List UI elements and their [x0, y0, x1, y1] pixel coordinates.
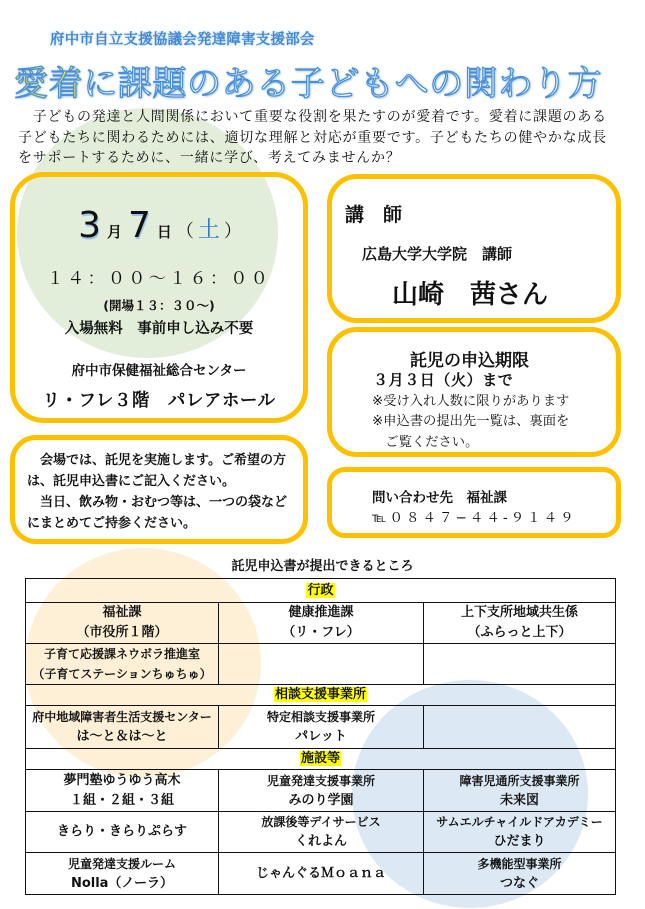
table-row [26, 706, 616, 749]
table-cell [26, 770, 219, 812]
table-cell [219, 770, 424, 812]
cell-line: （リ・フレ） [282, 625, 360, 640]
section-header-consultation [26, 685, 616, 706]
intro-line: 子どもの発達と人間関係において重要な役割を果たすのが愛着です。愛着に課題のある [18, 109, 607, 125]
cell-line: （市役所１階） [76, 625, 168, 640]
cell-line: つなぐ [499, 875, 539, 891]
cell-line: サムエルチャイルドアカデミー [436, 815, 603, 829]
deadline-note: ※申込書の提出先一覧は、裏面を [372, 414, 570, 429]
submission-places-table [25, 578, 616, 895]
cell-line: 未来図 [499, 792, 539, 808]
cell-line: 多機能型事業所 [477, 856, 562, 871]
cell-line: くれよん [294, 834, 347, 849]
organization-name: 府中市自立支援協議会発達障害支援部会 [50, 32, 315, 48]
table-cell [219, 812, 424, 853]
event-time: １４：００〜１６：００ [46, 269, 272, 289]
lecturer-affiliation: 広島大学大学院 講師 [362, 245, 513, 263]
note-line: は、託児申込書にご記入ください。 [27, 474, 236, 489]
section-label: 行政 [307, 582, 334, 598]
cell-line: 障害児通所支援事業所 [459, 773, 580, 788]
cell-line: 健康推進課 [288, 605, 354, 620]
cell-line: 福祉課 [102, 605, 142, 620]
title-highlight: 愛着 [14, 64, 84, 104]
cell-line: みのり学園 [288, 792, 354, 808]
table-cell-empty [424, 644, 616, 685]
table-cell [26, 603, 219, 644]
section-header-administration [26, 579, 616, 603]
title-rest: に課題のある子どもへの関わり方 [83, 64, 603, 104]
admission-info: 入場無料 事前申し込み不要 [64, 321, 254, 337]
cell-line: 放課後等デイサービス [261, 815, 381, 829]
table-cell [219, 603, 424, 644]
venue-name: 府中市保健福祉総合センター [71, 363, 247, 379]
deadline-date: ３月３日（火）まで [373, 371, 514, 389]
event-date [10, 205, 308, 246]
doors-open-time: (開場１３：３０〜) [103, 298, 215, 313]
table-cell [26, 812, 219, 853]
section-header-facilities [26, 749, 616, 770]
table-cell [26, 853, 219, 895]
intro-line: 子どもたちに関わるためには、適切な理解と対応が重要です。子どもたちの健やかな成長 [18, 129, 607, 146]
cell-line: 夢門塾ゆうゆう高木 [63, 772, 181, 788]
cell-line: 上下支所地域共生係 [460, 605, 578, 620]
cell-line: １組・２組・３組 [69, 792, 174, 808]
cell-line: （ふらっと上下） [467, 625, 572, 640]
table-cell [219, 706, 424, 749]
cell-line: じゃんぐるＭｏａｎａ [255, 865, 386, 881]
cell-line: は〜と＆は〜と [76, 729, 168, 744]
deadline-note: ※受け入れ人数に限りがあります [372, 394, 570, 409]
cell-line: 児童発達支援事業所 [266, 773, 375, 788]
event-day: 7 [127, 205, 151, 246]
contact-label: 問い合わせ先 福祉課 [372, 490, 507, 506]
table-row [26, 770, 616, 812]
cell-line: （子育てステーションちゅちゅ） [32, 667, 212, 681]
lecturer-name: 山崎 茜さん [392, 280, 549, 310]
note-line: 会場では、託児を実施します。ご希望の方 [27, 453, 286, 468]
cell-line: 児童発達支援ルーム [67, 856, 176, 871]
table-cell [424, 853, 616, 895]
table-title: 託児申込書が提出できるところ [231, 559, 414, 574]
section-row [26, 749, 616, 770]
cell-line: きらり・きらりぷらす [56, 824, 187, 839]
table-row [26, 812, 616, 853]
table-row [26, 644, 616, 685]
contact-phone: ℡０８４７−４４-９１４９ [372, 510, 577, 526]
table-cell [219, 853, 424, 895]
section-label: 施設等 [300, 751, 340, 766]
deadline-heading: 託児の申込期限 [410, 351, 529, 371]
section-row [26, 579, 616, 603]
hall-name: リ・フレ３階 パレアホール [42, 391, 276, 411]
lecturer-heading: 講 師 [345, 204, 403, 226]
table-cell-empty [424, 706, 616, 749]
table-row [26, 853, 616, 895]
page-title [14, 56, 602, 105]
event-weekday: 土 [197, 218, 220, 243]
paren-close: ） [223, 221, 242, 242]
intro-line: をサポートするために、一緒に学び、考えてみませんか？ [18, 150, 401, 166]
cell-line: Nolla（ノーラ） [70, 875, 174, 891]
section-label: 相談支援事業所 [274, 687, 366, 702]
table-cell [26, 706, 219, 749]
cell-line: 府中地域障害者生活支援センター [32, 710, 212, 724]
note-line: にまとめてご持参ください。 [27, 516, 197, 531]
table-cell-empty [219, 644, 424, 685]
cell-line: 特定相談支援事業所 [266, 710, 375, 724]
section-row [26, 685, 616, 706]
paren-open: （ [175, 221, 194, 242]
table-cell [424, 603, 616, 644]
table-cell [26, 644, 219, 685]
event-month: 3 [78, 205, 101, 246]
intro-paragraph [18, 107, 618, 169]
month-unit: 月 [106, 223, 122, 241]
cell-line: 子育て応援課ネウボラ推進室 [43, 647, 200, 661]
table-cell [424, 770, 616, 812]
day-unit: 日 [156, 223, 172, 241]
deadline-note: ご覧ください。 [372, 435, 479, 450]
cell-line: パレット [295, 729, 347, 744]
childcare-note [27, 450, 302, 534]
cell-line: ひだまり [493, 834, 546, 849]
table-cell [424, 812, 616, 853]
note-line: 当日、飲み物・おむつ等は、一つの袋など [27, 495, 288, 510]
table-row [26, 603, 616, 644]
